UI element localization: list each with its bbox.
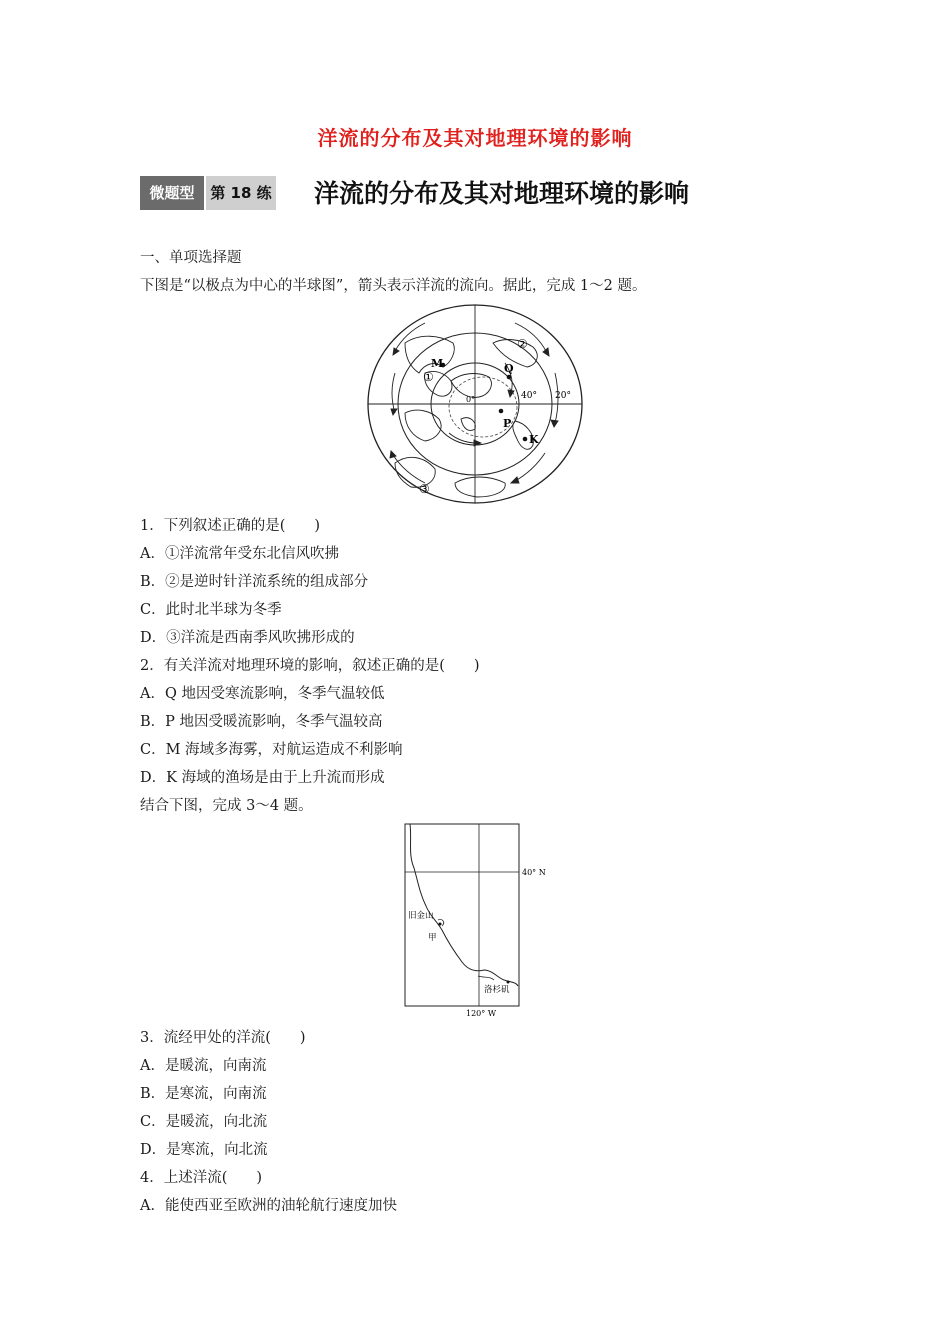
polar-hemisphere-map (365, 303, 585, 506)
point-m-label: M (431, 357, 444, 370)
longitude-120w-label: 120° W (466, 1009, 497, 1018)
los-angeles-label: 洛杉矶 (484, 985, 510, 995)
current-2-label: ② (517, 337, 528, 351)
q4-stem: 4．上述洋流( ) (140, 1170, 263, 1186)
point-q-label: Q (504, 362, 514, 375)
exercise-number-tag: 第 18 练 (206, 176, 276, 210)
latitude-40-label: 40° (521, 391, 537, 401)
point-p-label: P (503, 417, 512, 430)
latitude-20-label: 20° (555, 391, 571, 401)
q1-option-c: C．此时北半球为冬季 (140, 602, 282, 618)
q2-option-c: C．M 海域多海雾，对航运造成不利影响 (140, 742, 403, 758)
intro-text-1: 下图是“以极点为中心的半球图”，箭头表示洋流的流向。据此，完成 1～2 题。 (140, 278, 647, 294)
q2-option-a: A．Q 地因受寒流影响，冬季气温较低 (140, 686, 385, 702)
q3-option-c: C．是暖流，向北流 (140, 1114, 268, 1130)
q2-option-d: D．K 海域的渔场是由于上升流而形成 (140, 770, 385, 786)
point-k-label: K (529, 433, 539, 446)
q1-option-b: B．②是逆时针洋流系统的组成部分 (140, 574, 369, 590)
meridian-0-label: 0° (466, 395, 476, 404)
q4-option-a: A．能使西亚至欧洲的油轮航行速度加快 (140, 1198, 397, 1214)
q1-stem: 1．下列叙述正确的是( ) (140, 518, 321, 534)
intro-text-2: 结合下图，完成 3～4 题。 (140, 798, 313, 814)
q3-option-d: D．是寒流，向北流 (140, 1142, 268, 1158)
current-3-label: ③ (419, 482, 430, 496)
california-coast-map (400, 820, 560, 1020)
q1-option-d: D．③洋流是西南季风吹拂形成的 (140, 630, 355, 646)
q3-option-a: A．是暖流，向南流 (140, 1058, 267, 1074)
q2-stem: 2．有关洋流对地理环境的影响，叙述正确的是( ) (140, 658, 480, 674)
section-heading: 一、单项选择题 (140, 250, 242, 266)
san-francisco-label: 旧金山 (408, 911, 434, 921)
current-1-label: ① (423, 370, 434, 384)
q1-option-a: A．①洋流常年受东北信风吹拂 (140, 546, 339, 562)
jia-label: 甲 (428, 933, 437, 943)
question-type-tag: 微题型 (140, 176, 204, 210)
q3-option-b: B．是寒流，向南流 (140, 1086, 267, 1102)
q3-stem: 3．流经甲处的洋流( ) (140, 1030, 306, 1046)
banner-title: 洋流的分布及其对地理环境的影响 (314, 179, 690, 208)
q2-option-b: B．P 地因受暖流影响，冬季气温较高 (140, 714, 383, 730)
document-title: 洋流的分布及其对地理环境的影响 (317, 126, 633, 150)
latitude-40n-label: 40° N (522, 868, 546, 877)
